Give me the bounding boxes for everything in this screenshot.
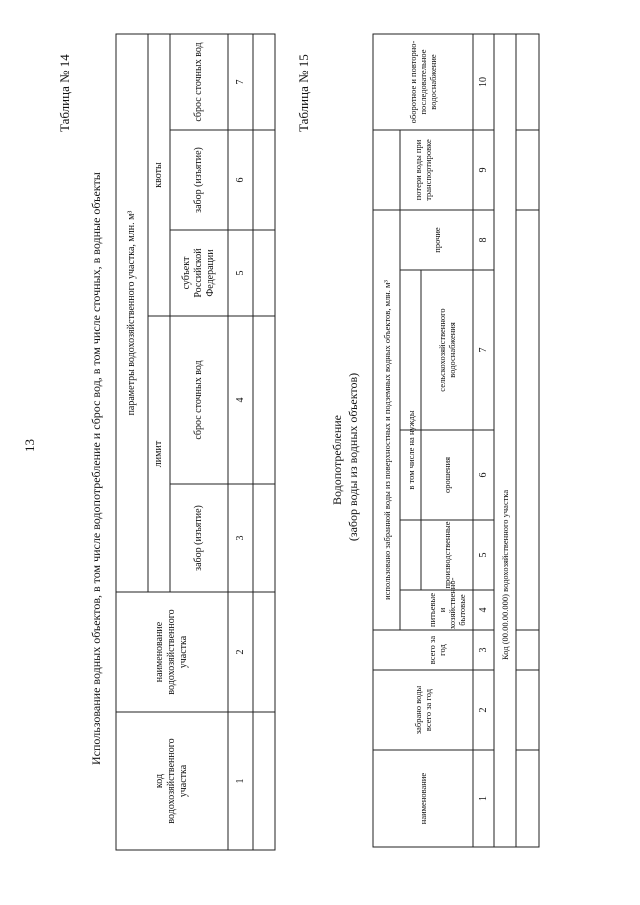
t15-colnum-1-text: 1 bbox=[477, 796, 489, 801]
t15-colnum-7-text: 7 bbox=[477, 347, 489, 353]
t15-colnum-6-text: 6 bbox=[477, 472, 489, 478]
table14-title-text: Использование водных объектов, в том числе водопотребление и сброс вод, в том числе сточных, в водные объекты bbox=[89, 172, 103, 765]
t15-colnum-3-text: 3 bbox=[477, 647, 489, 653]
t15-header-used-total-text: использовано забранной воды из поверхностных и подземных водных объектов, млн. м³ bbox=[381, 280, 392, 600]
t14-header-quotas-text: квоты bbox=[153, 162, 164, 188]
t15-header-total-year bbox=[400, 630, 473, 670]
t15-colnum-4 bbox=[473, 590, 494, 630]
t14-colnum-2-text: 2 bbox=[234, 649, 246, 655]
t14-colnum-6-text: 6 bbox=[234, 177, 246, 183]
t15-header-name bbox=[373, 750, 473, 847]
t15-colnum-3 bbox=[473, 630, 494, 670]
t14-colnum-3-text: 3 bbox=[234, 535, 246, 541]
t14-header-discharge-limit-text: сброс сточных вод bbox=[193, 360, 204, 440]
t15-colnum-5 bbox=[473, 520, 494, 590]
t15-header-industrial-text: производственные bbox=[442, 521, 452, 589]
t14-header-discharge-quota-text: сброс сточных вод bbox=[193, 42, 204, 122]
t15-header-total-year-text: всего за год bbox=[426, 635, 447, 665]
t14-colnum-4-text: 4 bbox=[234, 397, 246, 403]
t15-header-agricultural-text: сельскохозяйственного водоснабжения bbox=[437, 308, 457, 392]
t15-colnum-10-text: 10 bbox=[477, 77, 489, 87]
t15-header-drinking bbox=[421, 577, 473, 630]
t15-colnum-6 bbox=[473, 430, 494, 520]
t14-colnum-5-text: 5 bbox=[234, 270, 246, 276]
t15-colnum-8 bbox=[473, 210, 494, 270]
t14-header-intake-limit-text: забор (изъятие) bbox=[193, 505, 204, 571]
t15-header-other-text: прочие bbox=[431, 227, 442, 253]
t15-colnum-10 bbox=[473, 34, 494, 130]
t15-colnum-2 bbox=[473, 670, 494, 750]
t15-code-row-text: Код (00.00.00.000) водохозяйственного участка bbox=[500, 489, 510, 660]
t15-header-transport-losses bbox=[373, 130, 473, 210]
t15-header-including-needs-text: в том числе на нужды bbox=[405, 410, 416, 490]
t15-header-other bbox=[400, 210, 473, 270]
t15-code-row bbox=[494, 134, 516, 670]
t15-colnum-9 bbox=[473, 130, 494, 210]
t14-header-subject-text: субъект Российской Федерации bbox=[181, 248, 216, 298]
table15-label-text: Таблица № 15 bbox=[296, 54, 311, 132]
t15-header-taken-total bbox=[373, 670, 473, 750]
t14-colnum-1-text: 1 bbox=[234, 778, 246, 784]
t15-header-industrial bbox=[421, 520, 473, 590]
t15-header-name-text: наименование bbox=[418, 772, 428, 825]
page-number-text: 13 bbox=[22, 439, 37, 452]
t14-header-code-text: код водохозяйственного участка bbox=[154, 738, 189, 824]
t15-header-drinking-text: питьевые и хозяйственно-бытовые bbox=[427, 577, 467, 629]
t15-colnum-5-text: 5 bbox=[477, 552, 489, 558]
t15-colnum-7 bbox=[473, 270, 494, 430]
table15-subtitle-text: (забор воды из водных объектов) bbox=[346, 372, 360, 542]
t15-header-irrigation-text: орошения bbox=[442, 456, 452, 494]
t14-header-intake-quota-text: забор (изъятие) bbox=[193, 147, 204, 213]
t15-header-irrigation bbox=[421, 430, 473, 520]
t15-header-recycled bbox=[373, 34, 473, 130]
t14-colnum-7-text: 7 bbox=[234, 79, 246, 85]
t15-header-agricultural bbox=[421, 270, 473, 430]
t14-header-params-text: параметры водохозяйственного участка, млн. м³ bbox=[126, 210, 137, 416]
t15-colnum-9-text: 9 bbox=[477, 167, 489, 173]
t15-header-including-needs bbox=[400, 270, 421, 630]
t15-colnum-2-text: 2 bbox=[477, 707, 489, 713]
table15-title-text: Водопотребление bbox=[330, 414, 344, 506]
t15-colnum-1 bbox=[473, 750, 494, 847]
t15-header-transport-losses-text: потери воды при транспортировке bbox=[413, 139, 433, 201]
t15-colnum-8-text: 8 bbox=[477, 237, 489, 243]
t15-header-used-total bbox=[373, 210, 400, 670]
t14-header-limit-text: лимит bbox=[153, 440, 164, 468]
t14-header-name-text: наименование водохозяйственного участка bbox=[154, 609, 189, 695]
t15-header-taken-total-text: забрано воды всего за год bbox=[413, 685, 433, 735]
t15-colnum-4-text: 4 bbox=[477, 607, 489, 613]
t15-header-recycled-text: оборотное и повторно-последовательное водоснабжение bbox=[408, 40, 438, 124]
table14-label-text: Таблица № 14 bbox=[57, 54, 72, 132]
